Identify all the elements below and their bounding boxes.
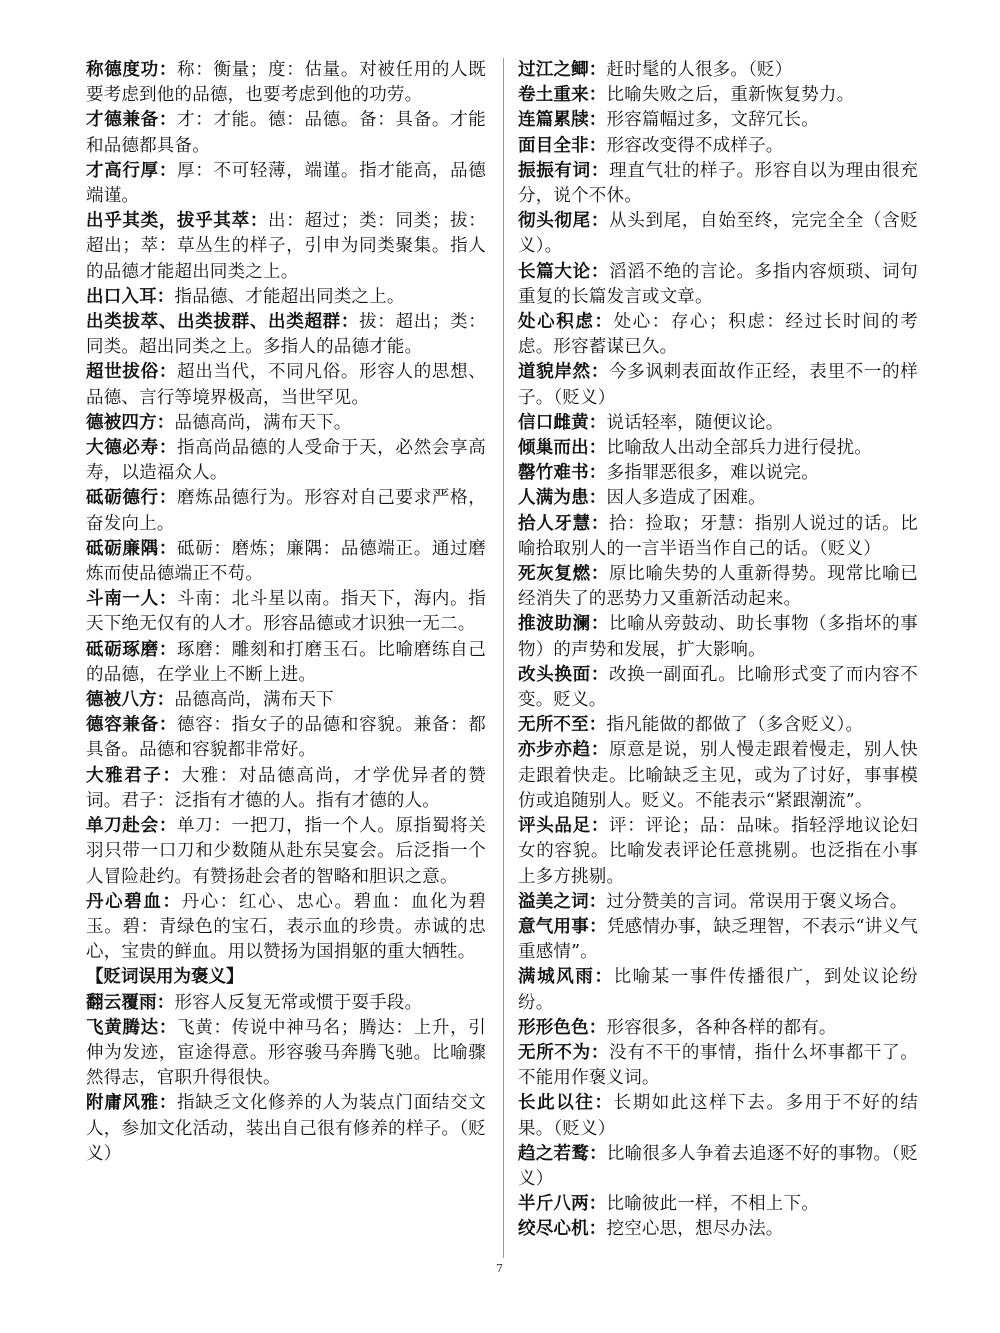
idiom-term: 才德兼备： — [86, 110, 178, 131]
idiom-definition: 比喻从旁鼓动、助长事物（多指坏的事物）的声势和发展，扩大影响。 — [518, 614, 919, 660]
idiom-term: 振振有词： — [518, 160, 610, 181]
idiom-definition: 理直气壮的样子。形容自以为理由很充分，说个不休。 — [518, 160, 919, 207]
idiom-entry — [86, 890, 486, 966]
idiom-term: 改头换面： — [518, 664, 610, 685]
idiom-entry — [518, 58, 918, 83]
idiom-entry — [86, 159, 486, 209]
idiom-entry — [518, 612, 918, 662]
idiom-entry — [518, 83, 918, 108]
idiom-definition: 拔：超出；类：同类。超出同类之上。多指人的品德才能。 — [86, 312, 487, 358]
idiom-term: 德容兼备： — [86, 715, 178, 736]
idiom-entry — [86, 436, 486, 486]
idiom-entry — [518, 1041, 918, 1091]
idiom-term: 出乎其类，拔乎其萃： — [86, 211, 269, 232]
idiom-definition: 今多讽刺表面故作正经，表里不一的样子。（贬义） — [518, 362, 919, 408]
idiom-term: 评头品足： — [518, 816, 610, 837]
idiom-entry — [518, 1016, 918, 1041]
idiom-term: 道貌岸然： — [518, 362, 610, 383]
idiom-term: 过江之鲫： — [518, 60, 607, 80]
idiom-term: 处心积虑： — [518, 312, 614, 333]
idiom-definition: 丹心：红心、忠心。碧血：血化为碧玉。碧：青绿色的宝石，表示血的珍贵。赤诚的忠心，宝贵的鲜血。用以赞扬为国捐躯的重大牺牲。 — [86, 891, 486, 963]
idiom-term: 才高行厚： — [86, 160, 178, 181]
idiom-definition: 超出当代，不同凡俗。形容人的思想、品德、言行等境界极高，当世罕见。 — [86, 362, 487, 408]
idiom-definition: 指高尚品德的人受命于天，必然会享高寿，以造福众人。 — [86, 438, 487, 484]
idiom-definition: 滔滔不绝的言论。多指内容烦琐、词句重复的长篇发言或文章。 — [518, 261, 919, 307]
idiom-entry — [518, 1142, 918, 1192]
idiom-term: 溢美之词： — [518, 891, 607, 912]
idiom-entry — [518, 663, 918, 713]
idiom-term: 德被四方： — [86, 412, 175, 433]
idiom-definition: 磨炼品德行为。形容对自己要求严格，奋发向上。 — [86, 488, 487, 534]
idiom-term: 称德度功： — [86, 60, 178, 80]
idiom-term: 无所不为： — [518, 1042, 610, 1063]
idiom-term: 意气用事： — [518, 916, 607, 937]
idiom-definition: 处心：存心；积虑：经过长时间的考虑。形容蓄谋已久。 — [518, 312, 918, 358]
idiom-term: 附庸风雅： — [86, 1093, 178, 1114]
idiom-definition: 挖空心思，想尽办法。 — [606, 1219, 784, 1240]
idiom-definition: 改换一副面孔。比喻形式变了而内容不变。贬义。 — [518, 664, 919, 711]
idiom-term: 出类拔萃、出类拔群、出类超群： — [86, 312, 360, 333]
idiom-definition: 赶时髦的人很多。（贬） — [606, 60, 793, 80]
idiom-entry — [86, 1016, 486, 1092]
idiom-definition: 形容篇幅过多，文辞冗长。 — [606, 110, 819, 131]
idiom-term: 趋之若鹜： — [518, 1143, 607, 1164]
idiom-term: 无所不至： — [518, 715, 607, 736]
idiom-entry — [518, 108, 918, 133]
idiom-definition: 指品德、才能超出同类之上。 — [174, 286, 405, 307]
idiom-entry — [518, 1091, 918, 1141]
idiom-definition: 品德高尚，满布天下。 — [174, 412, 352, 433]
idiom-definition: 指缺乏文化修养的人为装点门面结交文人，参加文化活动，装出自己很有修养的样子。（贬义） — [86, 1093, 487, 1164]
idiom-definition: 多指罪恶很多，难以说完。 — [606, 463, 819, 484]
idiom-definition: 比喻失败之后，重新恢复势力。 — [606, 85, 855, 106]
idiom-definition: 琢磨：雕刻和打磨玉石。比喻磨练自己的品德，在学业上不断上进。 — [86, 639, 487, 685]
idiom-definition: 德容：指女子的品德和容貌。兼备：都具备。品德和容貌都非常好。 — [86, 715, 487, 761]
idiom-entry — [86, 360, 486, 410]
idiom-definition: 比喻很多人争着去追逐不好的事物。（贬义） — [518, 1143, 918, 1189]
idiom-definition: 长期如此这样下去。多用于不好的结果。（贬义） — [518, 1093, 918, 1139]
idiom-entry — [86, 209, 486, 285]
idiom-definition: 原比喻失势的人重新得势。现常比喻已经消失了的恶势力又重新活动起来。 — [518, 564, 919, 610]
idiom-entry — [518, 436, 918, 461]
idiom-entry — [518, 411, 918, 436]
idiom-definition: 说话轻率，随便议论。 — [606, 412, 784, 433]
idiom-term: 长篇大论： — [518, 261, 610, 282]
page-number: 7 — [496, 1262, 503, 1275]
idiom-definition: 形容很多，各种各样的都有。 — [606, 1017, 837, 1038]
idiom-entry — [86, 285, 486, 310]
idiom-entry — [86, 310, 486, 360]
idiom-definition: 飞黄：传说中神马名；腾达：上升，引伸为发迹，宦途得意。形容骏马奔腾飞驰。比喻骤然得志，官职升得很快。 — [86, 1017, 487, 1089]
idiom-entry — [86, 1091, 486, 1167]
idiom-definition: 才：才能。德：品德。备：具备。才能和品德都具备。 — [86, 110, 487, 156]
idiom-definition: 指凡能做的都做了（多含贬义）。 — [606, 715, 864, 736]
idiom-entry — [518, 915, 918, 965]
idiom-definition: 比喻彼此一样，不相上下。 — [606, 1194, 819, 1215]
idiom-term: 人满为患： — [518, 488, 607, 509]
idiom-entry — [86, 537, 486, 587]
idiom-definition: 砥砺：磨炼；廉隅：品德端正。通过磨炼而使品德端正不苟。 — [86, 538, 487, 585]
idiom-term: 砥砺德行： — [86, 488, 178, 509]
idiom-term: 丹心碧血： — [86, 891, 182, 912]
idiom-term: 翻云覆雨： — [86, 992, 175, 1013]
idiom-entry — [518, 512, 918, 562]
idiom-definition: 拾：捡取；牙慧：指别人说过的话。比喻拾取别人的一言半语当作自己的话。（贬义） — [518, 513, 919, 559]
idiom-term: 推波助澜： — [518, 614, 610, 635]
idiom-definition: 原意是说，别人慢走跟着慢走，别人快走跟着快走。比喻缺乏主见，或为了讨好，事事模仿或追随别人。贬义。不能表示“紧跟潮流”。 — [518, 740, 919, 811]
idiom-term: 超世拔俗： — [86, 362, 178, 383]
idiom-term: 德被八方： — [86, 690, 175, 711]
idiom-entry — [518, 209, 918, 259]
section-heading: 【贬词误用为褒义】 — [86, 967, 244, 988]
idiom-term: 亦步亦趋： — [518, 740, 610, 761]
idiom-term: 信口雌黄： — [518, 412, 607, 433]
idiom-definition: 大雅：对品德高尚，才学优异者的赞词。君子：泛指有才德的人。指有才德的人。 — [86, 765, 486, 811]
idiom-entry — [518, 260, 918, 310]
column-divider — [503, 58, 504, 1258]
idiom-entry — [86, 764, 486, 814]
right-column — [518, 58, 918, 1243]
idiom-entry — [518, 965, 918, 1015]
idiom-definition: 斗南：北斗星以南。指天下，海内。指天下绝无仅有的人才。形容品德或才识独一无二。 — [86, 589, 487, 635]
idiom-definition: 从头到尾，自始至终，完完全全（含贬义）。 — [518, 211, 919, 257]
idiom-definition: 评：评论；品：品味。指轻浮地议论妇女的容貌。比喻发表评论任意挑剔。也泛指在小事上多方挑剔。 — [518, 816, 919, 887]
idiom-entry — [518, 310, 918, 360]
idiom-term: 飞黄腾达： — [86, 1017, 178, 1038]
idiom-term: 倾巢而出： — [518, 438, 607, 459]
idiom-entry — [86, 688, 486, 713]
idiom-term: 砥砺琢磨： — [86, 639, 178, 660]
idiom-entry — [86, 713, 486, 763]
idiom-definition: 凭感情办事，缺乏理智，不表示“讲义气重感情”。 — [518, 916, 919, 963]
idiom-definition: 因人多造成了困难。 — [606, 488, 766, 509]
idiom-term: 单刀赴会： — [86, 816, 178, 837]
idiom-entry — [86, 587, 486, 637]
idiom-definition: 品德高尚，满布天下 — [174, 690, 334, 711]
idiom-entry — [518, 738, 918, 814]
idiom-term: 彻头彻尾： — [518, 211, 610, 232]
idiom-term: 半斤八两： — [518, 1194, 607, 1215]
idiom-entry — [518, 1192, 918, 1217]
idiom-definition: 形容改变得不成样子。 — [606, 135, 784, 156]
idiom-term: 形形色色： — [518, 1017, 607, 1038]
left-column — [86, 58, 486, 1167]
idiom-term: 绞尽心机： — [518, 1219, 607, 1240]
idiom-entry — [518, 486, 918, 511]
idiom-entry — [86, 108, 486, 158]
idiom-definition: 过分赞美的言词。常误用于褒义场合。 — [606, 891, 908, 912]
idiom-term: 长此以往： — [518, 1093, 614, 1114]
idiom-definition: 称：衡量；度：估量。对被任用的人既要考虑到他的品德，也要考虑到他的功劳。 — [86, 60, 487, 106]
idiom-term: 出口入耳： — [86, 286, 175, 307]
idiom-term: 砥砺廉隅： — [86, 538, 178, 559]
idiom-definition: 出：超过；类：同类；拔：超出；萃：草丛生的样子，引申为同类聚集。指人的品德才能超出同类之上。 — [86, 211, 486, 282]
idiom-entry — [518, 1217, 918, 1242]
idiom-entry — [86, 411, 486, 436]
idiom-entry — [518, 360, 918, 410]
idiom-term: 罄竹难书： — [518, 463, 607, 484]
idiom-entry — [86, 814, 486, 890]
idiom-entry — [86, 486, 486, 536]
idiom-term: 大雅君子： — [86, 765, 182, 786]
idiom-entry — [86, 58, 486, 108]
idiom-entry — [518, 890, 918, 915]
idiom-definition: 单刀：一把刀，指一个人。原指蜀将关羽只带一口刀和少数随从赴东吴宴会。后泛指一个人冒险赴约。有赞扬赴会者的智略和胆识之意。 — [86, 816, 487, 887]
idiom-term: 卷土重来： — [518, 85, 607, 106]
idiom-entry — [518, 159, 918, 209]
idiom-term: 死灰复燃： — [518, 564, 610, 585]
idiom-definition: 厚：不可轻薄，端谨。指才能高，品德端谨。 — [86, 160, 487, 207]
idiom-term: 斗南一人： — [86, 589, 178, 610]
idiom-entry — [518, 461, 918, 486]
idiom-definition: 比喻敌人出动全部兵力进行侵扰。 — [606, 438, 872, 459]
idiom-entry — [518, 814, 918, 890]
idiom-term: 满城风雨： — [518, 967, 614, 988]
idiom-entry — [518, 713, 918, 738]
idiom-term: 连篇累牍： — [518, 110, 607, 131]
idiom-term: 拾人牙慧： — [518, 513, 610, 534]
idiom-term: 大德必寿： — [86, 438, 178, 459]
idiom-entry — [86, 638, 486, 688]
idiom-definition: 比喻某一事件传播很广，到处议论纷纷。 — [518, 967, 918, 1013]
idiom-term: 面目全非： — [518, 135, 607, 156]
idiom-entry — [518, 562, 918, 612]
idiom-definition: 没有不干的事情，指什么坏事都干了。不能用作褒义词。 — [518, 1042, 919, 1089]
idiom-definition: 形容人反复无常或惯于耍手段。 — [174, 992, 423, 1013]
idiom-entry — [86, 991, 486, 1016]
idiom-entry — [518, 134, 918, 159]
